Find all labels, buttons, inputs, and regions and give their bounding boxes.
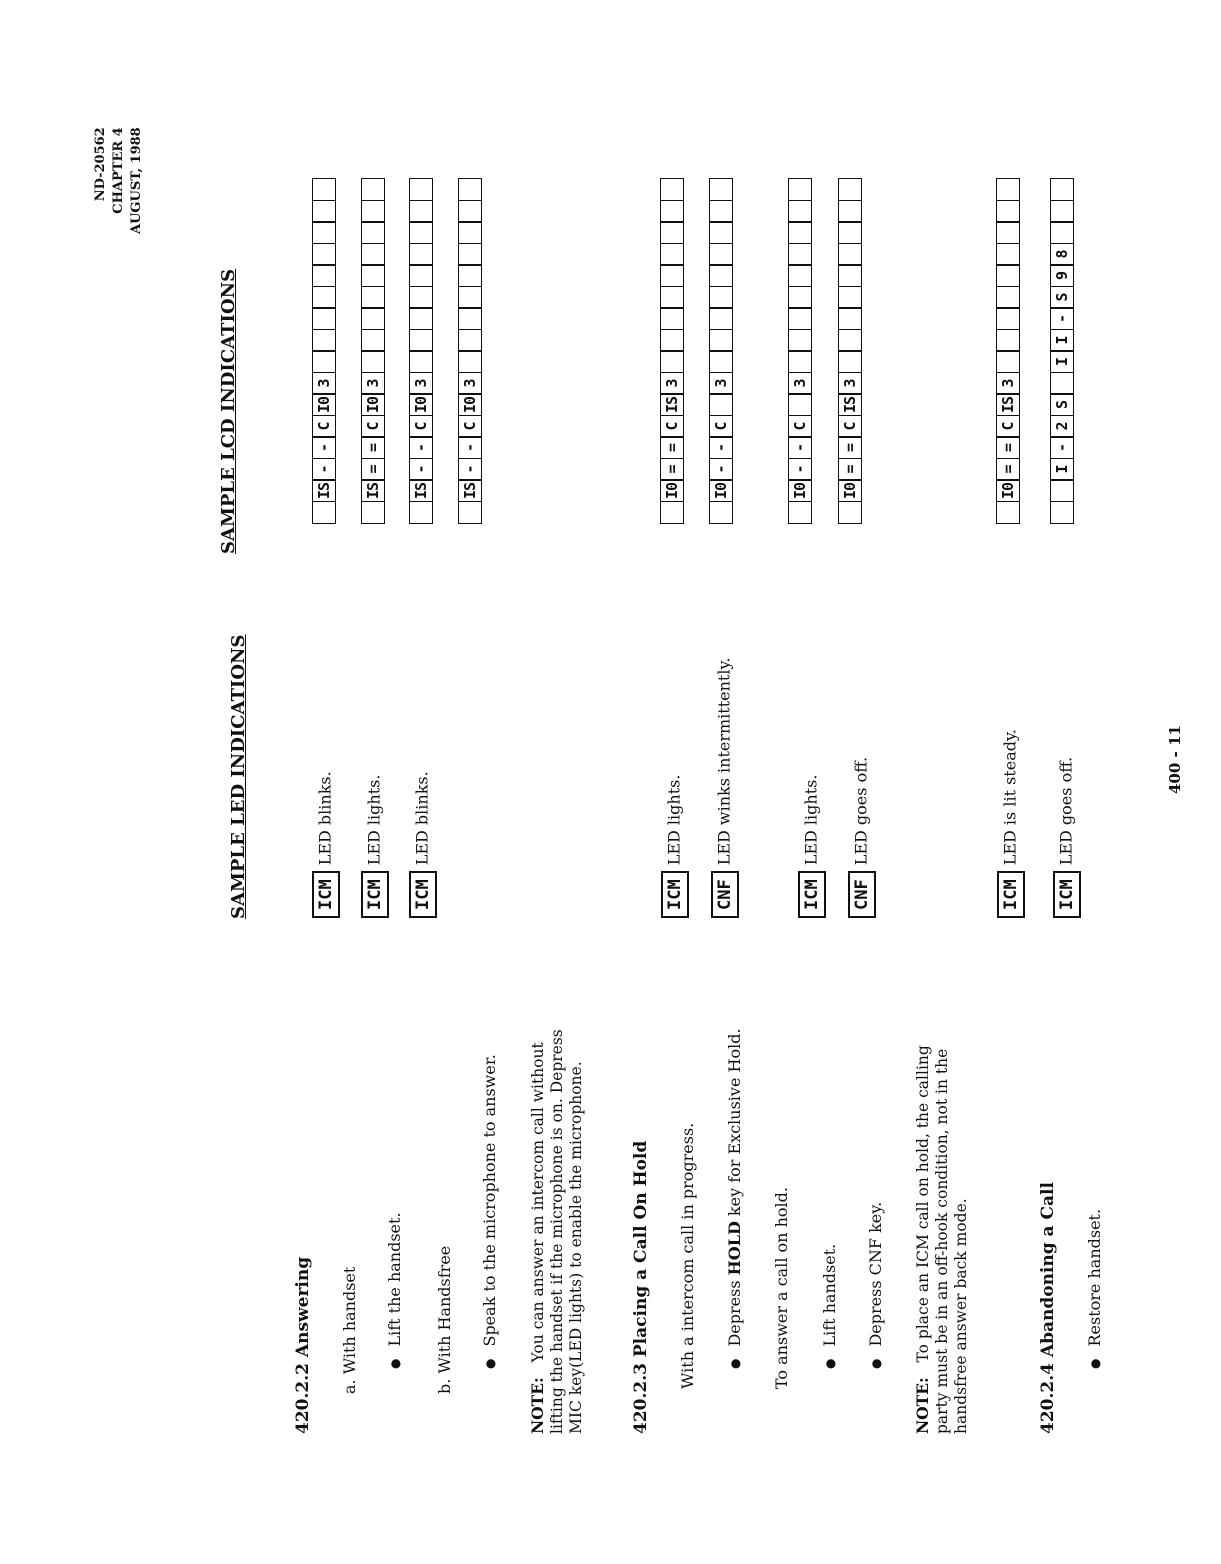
lcd-cell [1050, 200, 1074, 223]
icm-key: ICM [409, 871, 437, 918]
lcd-cell [660, 243, 684, 266]
step-with-handsfree: b. With Handsfree [435, 1245, 454, 1394]
lcd-cell: I [1050, 458, 1074, 481]
icm-key: ICM [798, 871, 826, 918]
note-line: To place an ICM call on hold, the calling [914, 1045, 932, 1363]
lcd-cell [312, 265, 336, 288]
lcd-cell: 3 [660, 372, 684, 395]
led-text: LED is lit steady. [1000, 729, 1020, 866]
lcd-cell [361, 351, 385, 374]
lcd-cell [788, 243, 812, 266]
bullet-speak-microphone: ● Speak to the microphone to answer. [480, 1054, 499, 1369]
lcd-cell [660, 222, 684, 245]
lcd-cell: IS [838, 394, 862, 417]
lcd-cell [709, 351, 733, 374]
lcd-cell [458, 265, 482, 288]
lcd-cell: 3 [409, 372, 433, 395]
lcd-cell [996, 243, 1020, 266]
lcd-cell [361, 329, 385, 352]
lcd-cell: I0 [788, 480, 812, 503]
hold-key-label: HOLD [725, 1221, 744, 1276]
lcd-cell [709, 222, 733, 245]
lcd-cell [788, 394, 812, 417]
lcd-cell: 3 [788, 372, 812, 395]
lcd-cell: IS [458, 480, 482, 503]
led-text: LED goes off. [851, 756, 871, 866]
bullet-text: key for Exclusive Hold. [725, 1028, 744, 1222]
cnf-key: CNF [848, 871, 876, 918]
lcd-cell [458, 179, 482, 202]
led-row [312, 771, 340, 918]
lcd-cell: 9 [1050, 265, 1074, 288]
lcd-cell: 8 [1050, 243, 1074, 266]
lcd-cell: IS [660, 394, 684, 417]
lcd-cell [660, 265, 684, 288]
lcd-cell [709, 308, 733, 331]
lcd-cell [409, 308, 433, 331]
led-text: LED lights. [664, 774, 684, 866]
lcd-cell [312, 200, 336, 223]
lcd-cell [838, 329, 862, 352]
lcd-cell [788, 265, 812, 288]
lcd-cell: C [409, 415, 433, 438]
lcd-cell [788, 200, 812, 223]
lcd-cell: = [361, 458, 385, 481]
lcd-cell [361, 308, 385, 331]
bullet-restore-handset: ● Restore handset. [1085, 1209, 1104, 1369]
lcd-cell [996, 286, 1020, 309]
lcd-cell: - [409, 458, 433, 481]
lcd-cell [709, 265, 733, 288]
lcd-cell: C [996, 415, 1020, 438]
lcd-cell [1050, 372, 1074, 395]
lcd-cell: = [361, 437, 385, 460]
led-text: LED goes off. [1056, 756, 1076, 866]
lcd-cell [409, 501, 433, 524]
lcd-cell [660, 200, 684, 223]
lcd-cell: I0 [409, 394, 433, 417]
lcd-cell [1050, 501, 1074, 524]
section-heading-answering: 420.2.2 Answering [293, 1256, 313, 1434]
lcd-cell [409, 222, 433, 245]
lcd-cell: = [660, 458, 684, 481]
lcd-cell: - [709, 437, 733, 460]
lcd-cell: S [1050, 394, 1074, 417]
bullet-depress-hold [725, 1028, 744, 1369]
lcd-cell [1050, 480, 1074, 503]
lcd-cell: I0 [996, 480, 1020, 503]
led-text: LED blinks. [412, 771, 432, 866]
lcd-cell [788, 222, 812, 245]
lcd-cell [409, 286, 433, 309]
icm-key: ICM [1053, 871, 1081, 918]
lcd-cell: I [1050, 329, 1074, 352]
lcd-cell [361, 501, 385, 524]
led-row [711, 658, 739, 918]
lcd-cell [709, 200, 733, 223]
lcd-row [996, 179, 1020, 525]
lcd-cell [996, 179, 1020, 202]
lcd-cell [788, 329, 812, 352]
lcd-cell: - [409, 437, 433, 460]
lcd-cell [312, 286, 336, 309]
lcd-cell: IS [361, 480, 385, 503]
lcd-cell [996, 308, 1020, 331]
lcd-cell: - [788, 437, 812, 460]
page-number: 400 - 11 [1166, 725, 1184, 794]
lcd-cell [1050, 222, 1074, 245]
lcd-cell [409, 329, 433, 352]
lcd-cell [709, 329, 733, 352]
lcd-cell: 3 [312, 372, 336, 395]
step-answer-hold: To answer a call on hold. [772, 1187, 791, 1389]
lcd-cell [361, 243, 385, 266]
lcd-cell [660, 286, 684, 309]
lcd-cell [660, 351, 684, 374]
lcd-cell: I0 [458, 394, 482, 417]
lcd-cell [838, 222, 862, 245]
lcd-cell: - [788, 458, 812, 481]
led-text: LED lights. [364, 774, 384, 866]
lcd-cell [312, 501, 336, 524]
lcd-cell: I [1050, 351, 1074, 374]
lcd-cell: = [996, 458, 1020, 481]
led-row [798, 775, 826, 918]
led-row [409, 771, 437, 918]
lcd-cell [409, 351, 433, 374]
lcd-cell [660, 179, 684, 202]
led-column-title: SAMPLE LED INDICATIONS [228, 634, 249, 919]
lcd-cell [312, 329, 336, 352]
lcd-cell [458, 308, 482, 331]
bullet-depress-cnf: ● Depress CNF key. [866, 1202, 885, 1369]
lcd-cell [409, 179, 433, 202]
lcd-cell: = [996, 437, 1020, 460]
note-label: NOTE: [528, 1377, 547, 1434]
lcd-cell [458, 286, 482, 309]
lcd-cell [312, 351, 336, 374]
lcd-cell: - [1050, 308, 1074, 331]
led-text: LED winks intermittently. [714, 657, 734, 866]
lcd-cell [838, 501, 862, 524]
bullet-text: Depress [725, 1275, 744, 1347]
lcd-cell [458, 501, 482, 524]
lcd-cell [458, 222, 482, 245]
lcd-cell: IS [996, 394, 1020, 417]
lcd-cell [788, 308, 812, 331]
lcd-cell [838, 265, 862, 288]
bullet-lift-handset-2: ● Lift handset. [820, 1244, 839, 1369]
icm-key: ICM [361, 871, 389, 918]
lcd-cell: IS [312, 480, 336, 503]
step-intercom-in-progress: With a intercom call in progress. [678, 1122, 697, 1389]
lcd-cell [312, 222, 336, 245]
lcd-cell: - [1050, 437, 1074, 460]
lcd-cell [458, 329, 482, 352]
lcd-cell [838, 243, 862, 266]
lcd-cell [996, 329, 1020, 352]
note-line: lifting the handset if the microphone is on. Depress [548, 1029, 566, 1434]
lcd-cell: C [788, 415, 812, 438]
lcd-cell: C [709, 415, 733, 438]
lcd-cell [409, 265, 433, 288]
led-row [361, 775, 389, 918]
lcd-cell [709, 394, 733, 417]
lcd-cell [838, 351, 862, 374]
lcd-cell [660, 329, 684, 352]
lcd-row [409, 179, 433, 525]
lcd-row [361, 179, 385, 525]
lcd-cell: - [709, 458, 733, 481]
step-with-handset: a. With handset [340, 1266, 359, 1394]
lcd-cell: 3 [361, 372, 385, 395]
lcd-cell [458, 351, 482, 374]
lcd-cell [409, 243, 433, 266]
date-label: AUGUST, 1988 [129, 127, 144, 234]
cnf-key: CNF [711, 871, 739, 918]
lcd-cell [788, 501, 812, 524]
lcd-cell [709, 243, 733, 266]
note-hold [913, 1045, 971, 1434]
lcd-cell: I0 [838, 480, 862, 503]
lcd-cell: C [660, 415, 684, 438]
lcd-column-title: SAMPLE LCD INDICATIONS [218, 268, 239, 554]
lcd-cell [709, 501, 733, 524]
lcd-cell: = [660, 437, 684, 460]
lcd-cell: 3 [838, 372, 862, 395]
led-row [848, 757, 876, 918]
lcd-cell [361, 200, 385, 223]
lcd-cell: C [312, 415, 336, 438]
lcd-cell [788, 286, 812, 309]
lcd-cell [312, 308, 336, 331]
lcd-cell: 3 [709, 372, 733, 395]
lcd-cell [996, 200, 1020, 223]
lcd-cell [660, 501, 684, 524]
lcd-cell: - [312, 437, 336, 460]
lcd-cell [996, 351, 1020, 374]
document-header [92, 127, 146, 234]
lcd-row [1050, 179, 1074, 525]
icm-key: ICM [997, 871, 1025, 918]
lcd-cell [709, 286, 733, 309]
lcd-cell [996, 501, 1020, 524]
lcd-cell [838, 179, 862, 202]
lcd-cell [838, 308, 862, 331]
lcd-row [709, 179, 733, 525]
lcd-cell [361, 265, 385, 288]
lcd-cell: - [312, 458, 336, 481]
lcd-cell [838, 200, 862, 223]
chapter-label: CHAPTER 4 [111, 127, 126, 214]
lcd-cell: I0 [709, 480, 733, 503]
lcd-cell [409, 200, 433, 223]
lcd-row [660, 179, 684, 525]
lcd-cell: - [458, 458, 482, 481]
lcd-cell: 2 [1050, 415, 1074, 438]
lcd-cell: - [458, 437, 482, 460]
lcd-cell [788, 351, 812, 374]
led-text: LED lights. [801, 774, 821, 866]
lcd-cell [361, 286, 385, 309]
doc-number: ND-20562 [93, 127, 108, 202]
lcd-cell [458, 243, 482, 266]
lcd-cell [361, 179, 385, 202]
lcd-cell: 3 [996, 372, 1020, 395]
lcd-cell [660, 308, 684, 331]
lcd-cell: = [838, 437, 862, 460]
lcd-cell: C [458, 415, 482, 438]
lcd-cell: C [361, 415, 385, 438]
lcd-cell: I0 [660, 480, 684, 503]
lcd-cell [788, 179, 812, 202]
lcd-cell: 3 [458, 372, 482, 395]
lcd-cell: S [1050, 286, 1074, 309]
lcd-cell [996, 222, 1020, 245]
section-heading-abandon: 420.2.4 Abandoning a Call [1038, 1182, 1058, 1434]
note-line: MIC key(LED lights) to enable the microphone. [567, 1061, 585, 1434]
led-text: LED blinks. [315, 771, 335, 866]
bullet-lift-handset: ● Lift the handset. [385, 1212, 404, 1369]
lcd-cell [312, 179, 336, 202]
lcd-cell [996, 265, 1020, 288]
led-row [661, 775, 689, 918]
lcd-cell [312, 243, 336, 266]
led-row [997, 729, 1025, 918]
lcd-row [838, 179, 862, 525]
note-line: You can answer an intercom call without [529, 1042, 547, 1363]
lcd-cell [1050, 179, 1074, 202]
lcd-cell [709, 179, 733, 202]
lcd-cell: I0 [361, 394, 385, 417]
led-row [1053, 757, 1081, 918]
lcd-cell: = [838, 458, 862, 481]
lcd-cell [458, 200, 482, 223]
note-answering [528, 1029, 586, 1434]
note-line: handsfree answer back mode. [952, 1198, 970, 1434]
lcd-cell [361, 222, 385, 245]
icm-key: ICM [661, 871, 689, 918]
note-line: party must be in an off-hook condition, not in the [933, 1048, 951, 1434]
lcd-row [312, 179, 336, 525]
lcd-row [788, 179, 812, 525]
lcd-cell: IS [409, 480, 433, 503]
lcd-row [458, 179, 482, 525]
section-heading-hold: 420.2.3 Placing a Call On Hold [631, 1140, 651, 1434]
lcd-cell: I0 [312, 394, 336, 417]
lcd-cell [838, 286, 862, 309]
lcd-cell: C [838, 415, 862, 438]
icm-key: ICM [312, 871, 340, 918]
note-label: NOTE: [913, 1377, 932, 1434]
